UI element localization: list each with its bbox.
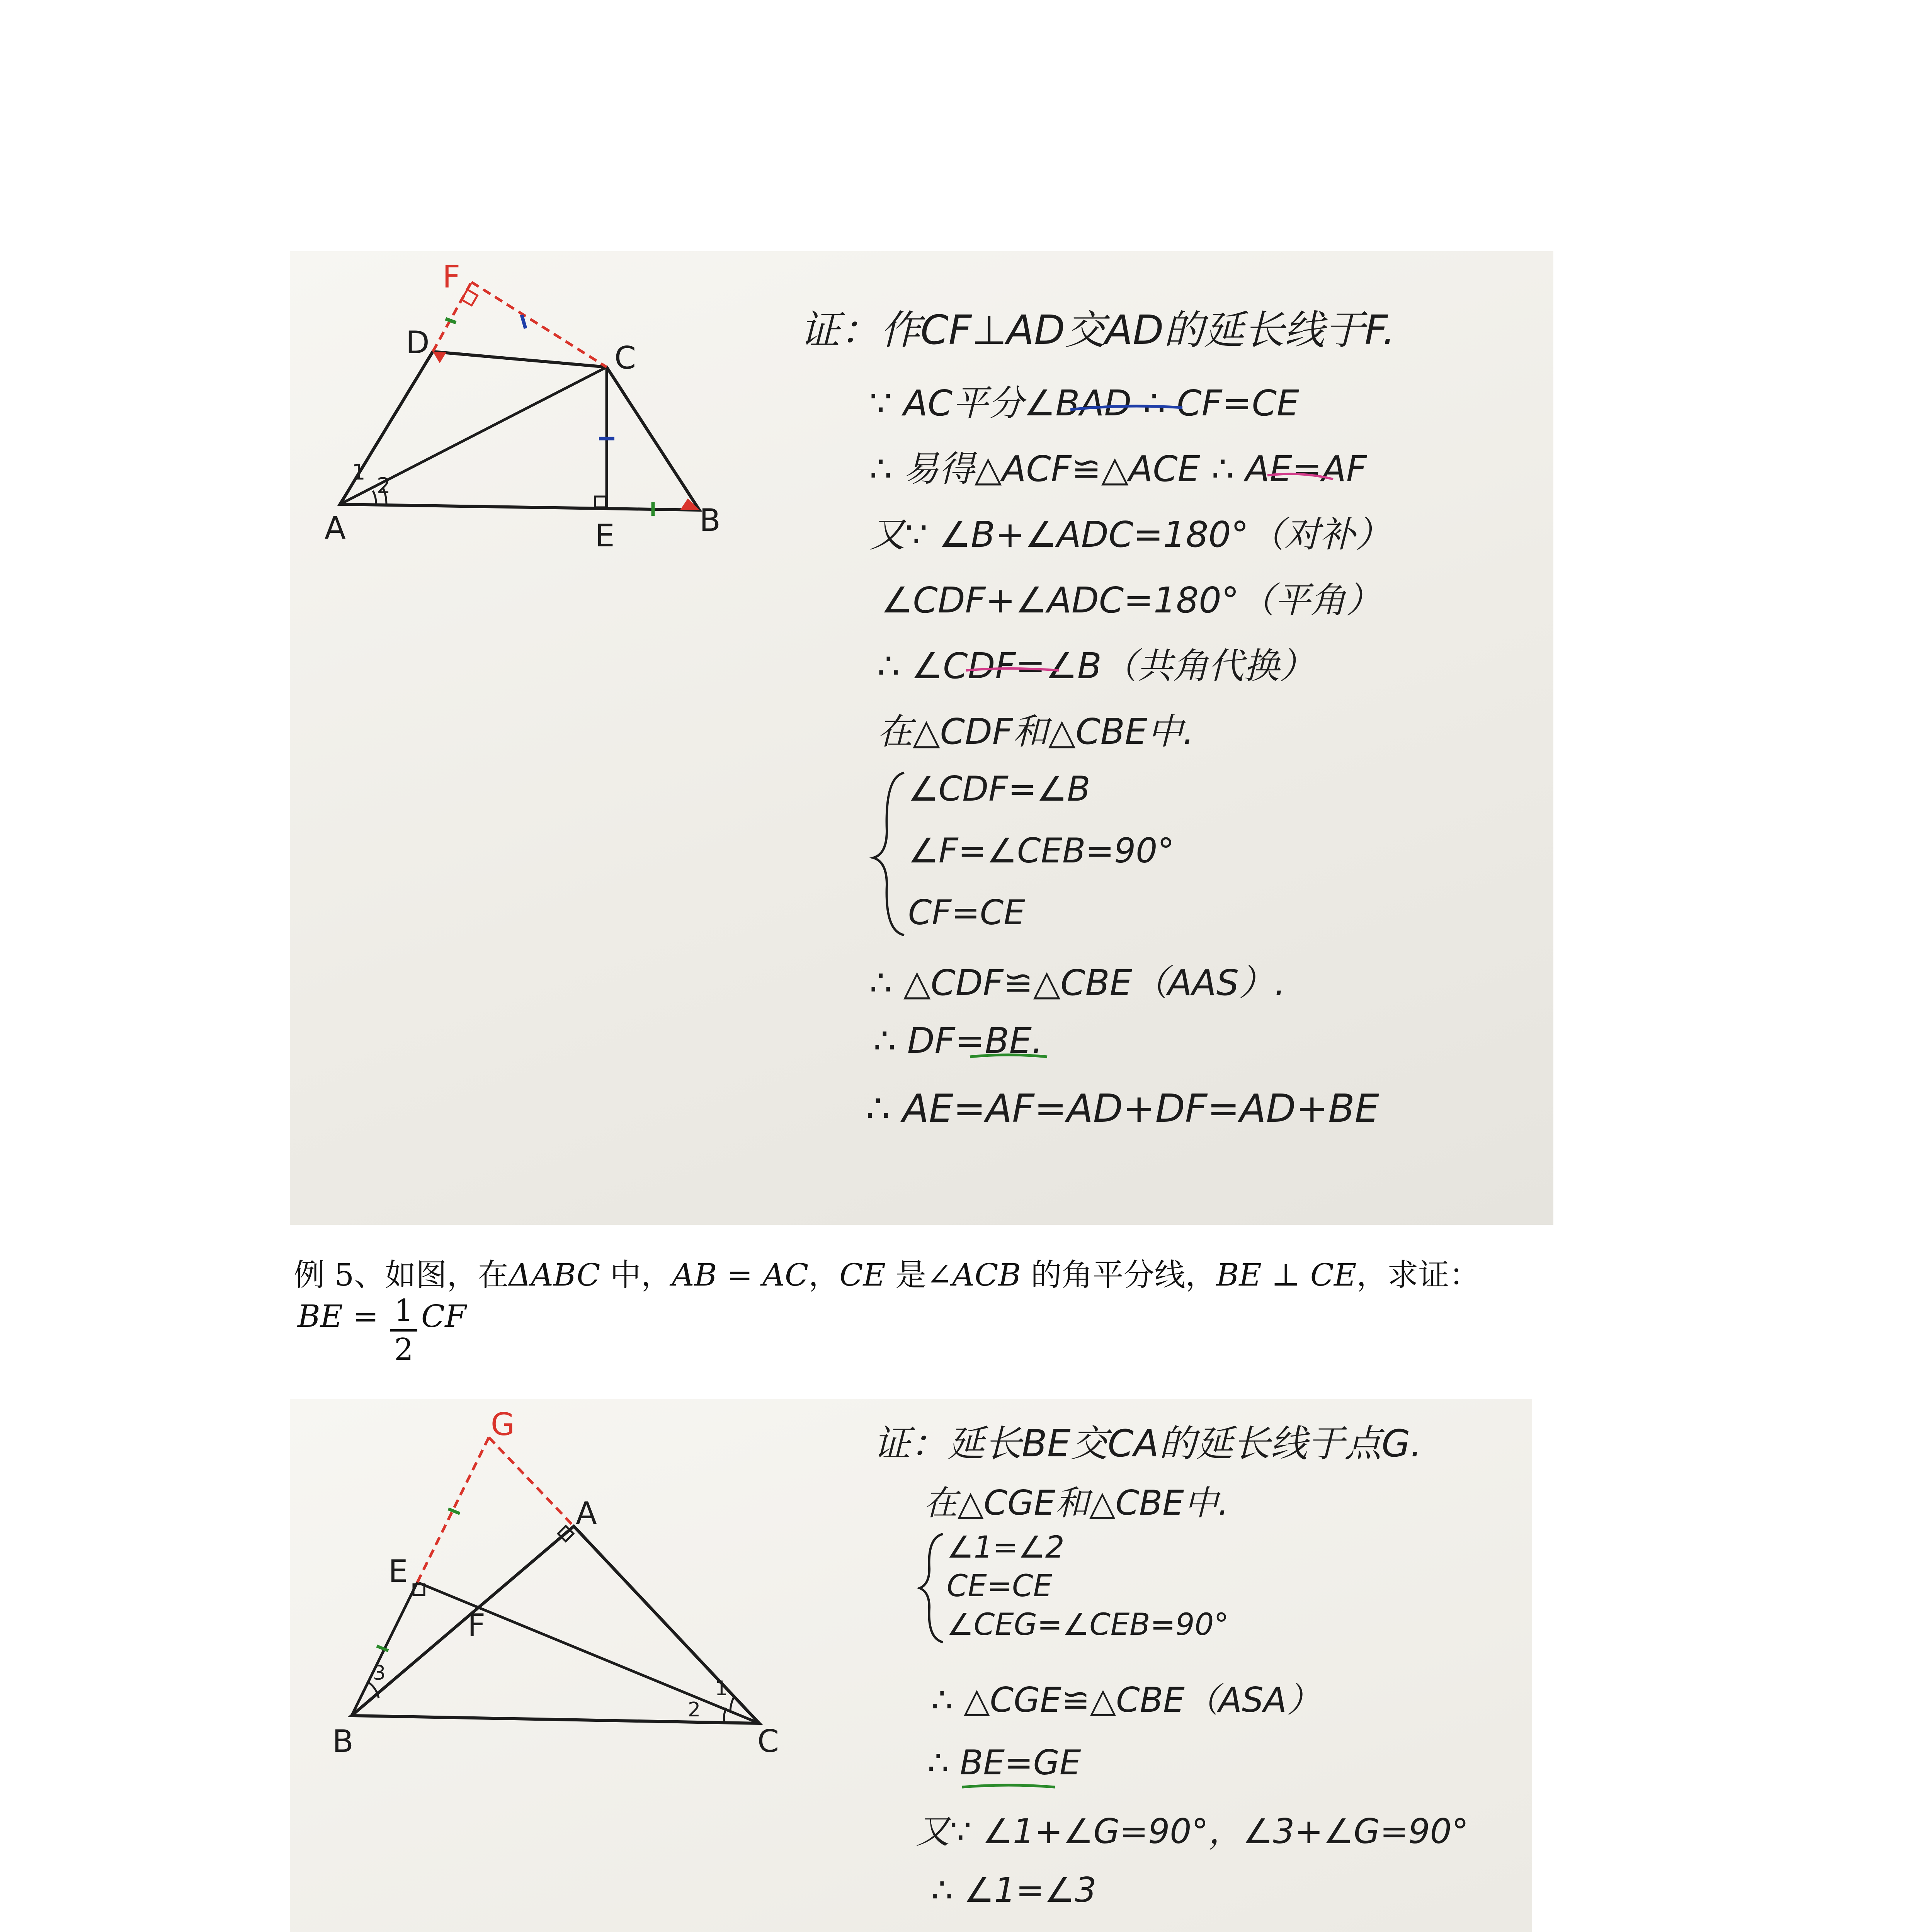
- proof-line: ∴ DF=BE.: [873, 1020, 1043, 1061]
- problem-mid4: 的角平分线，: [1021, 1257, 1216, 1293]
- problem-mid1: 中，: [600, 1257, 672, 1293]
- proof-line: 证：作CF⊥AD交AD的延长线于F.: [800, 306, 1395, 354]
- problem-mid2: ，: [808, 1257, 840, 1293]
- point-label-f: F: [442, 259, 461, 295]
- angle-mark-1: 1: [715, 1677, 728, 1700]
- problem-tail: ，求证：: [1356, 1257, 1480, 1293]
- proof-line: ∠1=∠2: [947, 1530, 1065, 1565]
- formula-right: CF: [421, 1298, 466, 1334]
- proof-photo-1: [290, 251, 1553, 1225]
- point-label-a: A: [325, 510, 346, 546]
- proof-line: 在△CGE和△CBE中.: [924, 1483, 1229, 1523]
- proof-line: ∴ ∠1=∠3: [931, 1870, 1097, 1910]
- angle-mark-1: 1: [352, 460, 366, 485]
- perpendicular-be-ce: BE ⊥ CE: [1216, 1257, 1357, 1293]
- proof-line: 又∵ ∠1+∠G=90°，∠3+∠G=90°: [916, 1811, 1469, 1851]
- proof-line: 在△CDF和△CBE中.: [877, 711, 1194, 752]
- problem-mid3: 是: [885, 1257, 927, 1293]
- formula-left: BE =: [298, 1298, 379, 1334]
- proof-line: ∵ AC平分∠BAD ∴ CF=CE: [869, 383, 1299, 424]
- proof-line: 又∵ ∠B+∠ADC=180°（对补）: [869, 514, 1391, 555]
- segment-ce: CE: [839, 1257, 886, 1293]
- point-label-c: C: [757, 1723, 779, 1759]
- point-label-d: D: [406, 325, 430, 361]
- problem-statement: [294, 1250, 1480, 1294]
- point-label-e: E: [388, 1553, 408, 1589]
- proof-line: ∴ △CDF≌△CBE（AAS）.: [869, 962, 1286, 1003]
- proof-photo-2: [290, 1399, 1532, 1932]
- equation-ab-ac: AB = AC: [672, 1257, 809, 1293]
- angle-mark-2: 2: [377, 473, 391, 498]
- proof-line: ∴ BE=GE: [927, 1743, 1081, 1782]
- proof-line: 证：延长BE交CA的延长线于点G.: [873, 1422, 1422, 1465]
- proof-line: ∠CEG=∠CEB=90°: [947, 1607, 1229, 1642]
- proof-line: ∴ ∠CDF=∠B（共角代换）: [877, 645, 1315, 687]
- proof-line: ∠CDF+∠ADC=180°（平角）: [881, 580, 1381, 621]
- point-label-b: B: [699, 502, 721, 538]
- proof-line: ∴ 易得△ACF≌△ACE ∴ AE=AF: [869, 448, 1367, 490]
- point-label-b: B: [332, 1723, 354, 1759]
- proof-line: ∴ AE=AF=AD+DF=AD+BE: [866, 1086, 1379, 1131]
- fraction-denominator: 2: [394, 1332, 413, 1367]
- point-label-f: F: [468, 1607, 486, 1643]
- brace-2: [290, 1399, 1532, 1932]
- proof-line: CF=CE: [908, 893, 1025, 932]
- angle-mark-2: 2: [688, 1698, 701, 1721]
- fraction-one-half: [390, 1293, 417, 1368]
- proof-line: ∠F=∠CEB=90°: [908, 831, 1175, 871]
- point-label-g: G: [491, 1406, 515, 1442]
- angle-mark-3: 3: [373, 1662, 386, 1685]
- proof-line: ∠CDF=∠B: [908, 769, 1090, 809]
- proof-line: CE=CE: [947, 1569, 1052, 1604]
- triangle-abc: ΔABC: [509, 1257, 600, 1293]
- angle-acb: ∠ACB: [926, 1257, 1021, 1293]
- point-label-e: E: [595, 518, 615, 554]
- proof-line: ∴ △CGE≌△CBE（ASA）: [931, 1680, 1321, 1720]
- fraction-numerator: 1: [394, 1293, 413, 1328]
- point-label-a: A: [576, 1495, 597, 1531]
- problem-lead: 例 5、如图，在: [294, 1257, 509, 1293]
- brace-1: [290, 251, 1553, 1225]
- point-label-c: C: [614, 340, 636, 376]
